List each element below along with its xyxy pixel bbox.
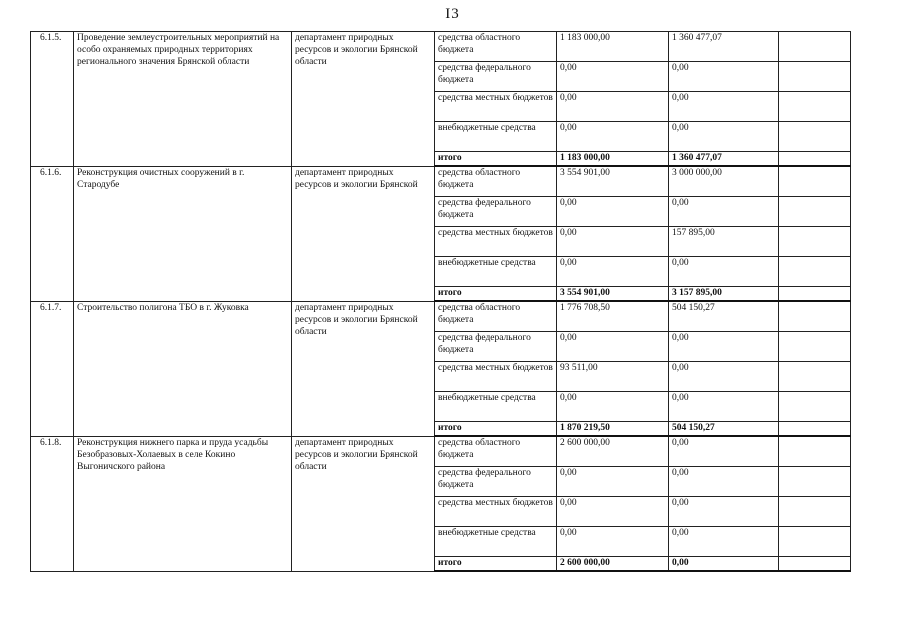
item-title: Реконструкция нижнего парка и пруда усадьбы Безобразовых-Холаевых в селе Кокино Выгоничского района [74,436,292,571]
page-number: I3 [445,6,460,22]
amount-cell-2: 0,00 [669,92,779,122]
fund-source-label: средства местных бюджетов [435,497,557,527]
amount-cell-1: 0,00 [557,527,669,557]
amount-cell-2: 0,00 [669,362,779,392]
empty-cell [779,332,851,362]
empty-cell [779,497,851,527]
fund-source-label: внебюджетные средства [435,122,557,152]
amount-cell-1: 1 776 708,50 [557,301,669,332]
fund-source-label: внебюджетные средства [435,257,557,287]
table-row [31,166,851,197]
fund-source-label: средства областного бюджета [435,32,557,62]
amount-cell-2: 0,00 [669,527,779,557]
empty-cell [779,527,851,557]
amount-cell-1: 2 600 000,00 [557,557,669,572]
amount-cell-1: 0,00 [557,92,669,122]
amount-cell-1: 1 183 000,00 [557,152,669,167]
amount-cell-2: 0,00 [669,497,779,527]
item-executor: департамент природных ресурсов и экологии Брянской области [292,436,435,571]
amount-cell-2: 157 895,00 [669,227,779,257]
fund-source-label: средства федерального бюджета [435,332,557,362]
empty-cell [779,392,851,422]
item-title: Строительство полигона ТБО в г. Жуковка [74,301,292,436]
fund-source-label: средства местных бюджетов [435,92,557,122]
table-row [31,436,851,467]
amount-cell-2: 0,00 [669,557,779,572]
amount-cell-2: 0,00 [669,197,779,227]
item-title: Проведение землеустроительных мероприятий на особо охраняемых природных территориях регионального значения Брянской области [74,32,292,167]
amount-cell-2: 1 360 477,07 [669,32,779,62]
fund-source-label: итого [435,557,557,572]
amount-cell-2: 0,00 [669,392,779,422]
fund-source-label: средства федерального бюджета [435,197,557,227]
amount-cell-1: 0,00 [557,197,669,227]
empty-cell [779,557,851,572]
empty-cell [779,152,851,167]
fund-source-label: средства федерального бюджета [435,467,557,497]
amount-cell-2: 504 150,27 [669,422,779,437]
amount-cell-1: 0,00 [557,332,669,362]
fund-source-label: внебюджетные средства [435,527,557,557]
empty-cell [779,467,851,497]
amount-cell-2: 0,00 [669,62,779,92]
amount-cell-1: 93 511,00 [557,362,669,392]
amount-cell-1: 0,00 [557,467,669,497]
amount-cell-2: 3 000 000,00 [669,166,779,197]
item-executor: департамент природных ресурсов и экологии Брянской области [292,32,435,167]
item-number: 6.1.8. [31,436,74,571]
empty-cell [779,92,851,122]
fund-source-label: средства местных бюджетов [435,362,557,392]
amount-cell-2: 504 150,27 [669,301,779,332]
fund-source-label: внебюджетные средства [435,392,557,422]
item-number: 6.1.7. [31,301,74,436]
table-row [31,32,851,62]
amount-cell-2: 0,00 [669,467,779,497]
fund-source-label: итого [435,152,557,167]
amount-cell-1: 0,00 [557,257,669,287]
fund-source-label: итого [435,287,557,302]
table-row [31,301,851,332]
amount-cell-2: 3 157 895,00 [669,287,779,302]
empty-cell [779,301,851,332]
empty-cell [779,227,851,257]
empty-cell [779,166,851,197]
amount-cell-1: 3 554 901,00 [557,287,669,302]
empty-cell [779,197,851,227]
empty-cell [779,436,851,467]
fund-source-label: средства местных бюджетов [435,227,557,257]
amount-cell-2: 1 360 477,07 [669,152,779,167]
amount-cell-1: 1 870 219,50 [557,422,669,437]
empty-cell [779,122,851,152]
item-executor: департамент природных ресурсов и экологии Брянской [292,166,435,301]
amount-cell-1: 1 183 000,00 [557,32,669,62]
fund-source-label: средства областного бюджета [435,436,557,467]
amount-cell-2: 0,00 [669,436,779,467]
amount-cell-2: 0,00 [669,332,779,362]
amount-cell-1: 2 600 000,00 [557,436,669,467]
amount-cell-1: 0,00 [557,497,669,527]
amount-cell-1: 0,00 [557,122,669,152]
item-executor: департамент природных ресурсов и экологии Брянской области [292,301,435,436]
empty-cell [779,62,851,92]
fund-source-label: средства областного бюджета [435,166,557,197]
table-body [31,32,851,572]
empty-cell [779,32,851,62]
program-table [30,31,851,572]
item-number: 6.1.5. [31,32,74,167]
amount-cell-1: 0,00 [557,62,669,92]
amount-cell-1: 3 554 901,00 [557,166,669,197]
amount-cell-1: 0,00 [557,227,669,257]
item-number: 6.1.6. [31,166,74,301]
empty-cell [779,422,851,437]
empty-cell [779,257,851,287]
fund-source-label: средства федерального бюджета [435,62,557,92]
fund-source-label: средства областного бюджета [435,301,557,332]
amount-cell-2: 0,00 [669,257,779,287]
empty-cell [779,287,851,302]
amount-cell-1: 0,00 [557,392,669,422]
item-title: Реконструкция очистных сооружений в г. Стародубе [74,166,292,301]
empty-cell [779,362,851,392]
fund-source-label: итого [435,422,557,437]
amount-cell-2: 0,00 [669,122,779,152]
